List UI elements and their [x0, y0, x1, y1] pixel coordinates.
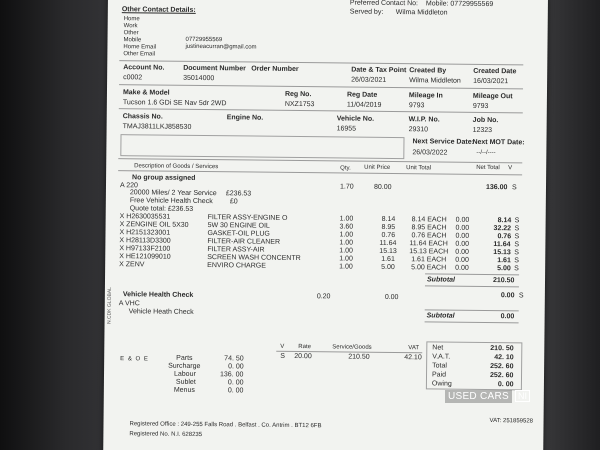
- part-discount: 0.00: [455, 264, 469, 272]
- col-v-header: V: [508, 165, 513, 172]
- part-discount: 0.00: [455, 216, 470, 224]
- part-discount: 0.00: [455, 256, 469, 264]
- contact-label-home-email: Home Email: [123, 44, 157, 51]
- part-desc: 5W 30 ENGINE OIL: [207, 222, 270, 230]
- reg-date-header: Reg Date: [346, 91, 378, 99]
- chassis-no-value: TMAJ3811LKJ858530: [122, 123, 192, 131]
- part-desc: GASKET-OIL PLUG: [207, 230, 270, 238]
- vhc-qty: 0.20: [316, 293, 331, 301]
- subtotal-divider: [425, 321, 519, 323]
- part-qty: 1.00: [339, 215, 354, 223]
- wip-no-value: 29310: [408, 126, 429, 134]
- vat-col-service-goods: Service/Goods: [332, 344, 372, 351]
- group-title: No group assigned: [132, 174, 196, 182]
- totals-label-paid: Paid: [431, 371, 447, 379]
- created-by-header: Created By: [409, 67, 447, 75]
- next-service-label: Next Service Date:: [412, 138, 474, 146]
- part-unit-total: 1.61 EACH: [411, 256, 447, 264]
- col-description-header: Description of Goods / Services: [134, 163, 219, 171]
- document-number-header: Document Number: [183, 64, 246, 73]
- job-no-value: 12323: [472, 126, 493, 135]
- divider: [119, 108, 523, 113]
- totals-label-net: Net: [432, 344, 444, 352]
- summary-label-sublet: Sublet: [175, 378, 196, 386]
- part-desc: ENVIRO CHARGE: [207, 262, 266, 270]
- col-qty-header: Qty.: [340, 165, 351, 172]
- part-discount: 0.00: [455, 248, 469, 256]
- col-net-total-header: Net Total: [476, 164, 500, 172]
- part-net: 15.13: [493, 249, 511, 257]
- vhc-v: S: [518, 292, 524, 300]
- vehicle-no-value: 16955: [336, 125, 357, 133]
- part-net: 0.76: [497, 233, 512, 241]
- chassis-no-header: Chassis No.: [122, 113, 163, 121]
- part-qty: 3.60: [339, 223, 354, 231]
- part-v: S: [514, 225, 520, 233]
- divider: [119, 84, 523, 89]
- mileage-in-header: Mileage In: [408, 92, 443, 100]
- part-v: S: [514, 249, 520, 257]
- summary-value-labour: 136. 00: [219, 371, 244, 379]
- part-price: 0.76: [381, 231, 396, 240]
- part-code: X HE121099010: [119, 253, 171, 261]
- make-model-value: Tucson 1.6 GDi SE Nav 5dr 2WD: [122, 99, 227, 108]
- registered-number: Registered No. N.I. 628235: [129, 431, 203, 439]
- wip-no-header: W.I.P. No.: [408, 116, 440, 124]
- summary-value-parts: 74. 50: [224, 355, 244, 363]
- part-desc: SCREEN WASH CONCENTR: [207, 254, 301, 263]
- part-net: 5.00: [497, 265, 511, 273]
- contact-label-other-email: Other Email: [123, 51, 156, 58]
- notes-box: [120, 134, 404, 159]
- part-discount: 0.00: [455, 224, 470, 232]
- group-net-total: 136.00: [485, 183, 508, 192]
- part-unit-total: 11.64 EACH: [409, 240, 448, 248]
- contact-label-mobile: Mobile: [123, 37, 142, 44]
- vhc-title: Vehicle Health Check: [122, 291, 194, 299]
- vehicle-no-header: Vehicle No.: [336, 115, 375, 123]
- part-desc: FILTER-AIR CLEANER: [207, 238, 281, 246]
- created-by-value: Wilma Middleton: [409, 77, 461, 85]
- group-code: A 220: [119, 182, 138, 190]
- part-qty: 1.00: [339, 247, 353, 255]
- watermark-text: USED CARS: [445, 390, 512, 403]
- part-desc: FILTER ASSY-ENGINE O: [207, 214, 288, 222]
- part-code: X H28113D3300: [119, 237, 171, 245]
- part-code: X H2630035531: [119, 213, 171, 221]
- vhc-subtotal-label: Subtotal: [426, 312, 455, 320]
- eoe-text: E & O E: [120, 356, 149, 363]
- summary-value-menus: 0. 00: [227, 387, 244, 395]
- contact-label-work: Work: [123, 23, 138, 30]
- part-net: 32.22: [493, 225, 512, 233]
- part-unit-total: 8.95 EACH: [411, 224, 447, 232]
- group-line1-price: £236.53: [225, 190, 252, 198]
- totals-value-net: 210. 50: [490, 345, 514, 353]
- next-mot-label: Next MOT Date:: [472, 138, 525, 147]
- totals-label-total: Total: [432, 362, 447, 370]
- service-invoice: [103, 0, 548, 450]
- job-no-header: Job No.: [472, 116, 499, 125]
- part-v: S: [514, 265, 519, 273]
- vat-row-v: S: [280, 352, 285, 360]
- other-contact-heading: Other Contact Details:: [121, 6, 196, 14]
- divider: [119, 60, 523, 65]
- group-line1: 20000 Miles/ 2 Year Service: [129, 189, 217, 198]
- used-cars-watermark: [445, 388, 530, 404]
- part-code: X H97133F2100: [119, 245, 171, 253]
- group-unit-price: 80.00: [373, 183, 392, 191]
- part-net: 8.14: [497, 217, 512, 225]
- part-v: S: [514, 241, 520, 249]
- part-code: X H2151323001: [119, 229, 171, 237]
- part-desc: FILTER ASSY-AIR: [207, 246, 265, 254]
- part-code: X ZENV: [119, 261, 145, 269]
- part-net: 1.61: [497, 257, 511, 265]
- totals-value-vat: 42. 10: [494, 354, 514, 362]
- totals-value-paid: 252. 60: [489, 372, 514, 380]
- contact-label-other: Other: [123, 30, 139, 37]
- registered-office: Registered Office : 249-255 Falls Road . Belfast . Co. Antrim . BT12 6FB: [129, 421, 322, 430]
- vat-col-rate: Rate: [298, 344, 312, 351]
- order-number-header: Order Number: [251, 65, 299, 74]
- group-quote-total: Quote total: £236.53: [129, 205, 194, 213]
- part-unit-total: 0.76 EACH: [411, 232, 447, 240]
- vhc-net-total: 0.00: [500, 292, 515, 300]
- summary-label-surcharge: Surcharge: [168, 362, 201, 370]
- account-no-value: c0002: [123, 74, 143, 82]
- summary-label-menus: Menus: [173, 386, 195, 394]
- vhc-unit-price: 0.00: [384, 293, 399, 302]
- part-price: 8.95: [381, 223, 396, 232]
- served-by-value: Wilma Middleton: [395, 9, 448, 17]
- part-price: 1.61: [381, 255, 395, 264]
- vhc-subtotal-value: 0.00: [500, 313, 515, 321]
- preferred-contact-label: Preferred Contact No:: [349, 0, 419, 8]
- next-mot-value: --/--/----: [476, 149, 496, 157]
- date-tax-point-value: 26/03/2021: [351, 76, 387, 84]
- part-unit-total: 5.00 EACH: [411, 264, 447, 272]
- document-number-value: 35014000: [183, 74, 215, 83]
- account-no-header: Account No.: [123, 64, 165, 72]
- part-price: 11.64: [379, 239, 397, 248]
- group-line2: Free Vehicle Health Check: [129, 197, 213, 206]
- created-date-header: Created Date: [473, 67, 517, 76]
- part-net: 11.64: [493, 241, 511, 249]
- summary-label-parts: Parts: [176, 354, 193, 362]
- part-unit-total: 15.13 EACH: [409, 248, 449, 256]
- totals-label-owing: Owing: [431, 380, 452, 388]
- part-v: S: [514, 233, 520, 241]
- engine-no-header: Engine No.: [226, 114, 264, 122]
- next-service-value: 26/03/2022: [412, 149, 448, 157]
- make-model-header: Make & Model: [122, 89, 170, 97]
- vat-col-v: V: [280, 343, 285, 350]
- vat-col-vat: VAT: [408, 345, 420, 352]
- part-discount: 0.00: [455, 240, 470, 248]
- contact-mobile-value: 07729955569: [185, 36, 223, 44]
- mileage-out-value: 9793: [472, 102, 489, 110]
- part-qty: 1.00: [339, 239, 354, 247]
- part-qty: 1.00: [339, 231, 354, 239]
- part-qty: 1.00: [339, 255, 353, 263]
- date-tax-point-header: Date & Tax Point: [351, 66, 407, 75]
- col-unit-price-header: Unit Price: [364, 164, 391, 171]
- watermark-badge: NI: [515, 390, 530, 402]
- divider: [118, 158, 522, 163]
- subtotal-divider: [425, 285, 519, 287]
- side-print-mark: N.CDK GLOBAL: [106, 287, 113, 325]
- vhc-line: Vehicle Heath Check: [128, 308, 194, 316]
- part-unit-total: 8.14 EACH: [411, 216, 447, 224]
- subtotal-divider: [425, 273, 519, 275]
- mileage-out-header: Mileage Out: [472, 92, 513, 101]
- background-left: [0, 0, 110, 450]
- reg-no-header: Reg No.: [284, 90, 312, 99]
- mileage-in-value: 9793: [408, 102, 425, 110]
- group-qty: 1.70: [339, 183, 354, 191]
- subtotal-divider: [425, 309, 519, 311]
- vat-row-rate: 20.00: [294, 352, 312, 361]
- vhc-code: A VHC: [118, 300, 140, 308]
- part-v: S: [514, 217, 520, 225]
- background-right: [540, 0, 600, 450]
- served-by-label: Served by:: [349, 8, 384, 16]
- col-unit-total-header: Unit Total: [406, 165, 432, 172]
- part-discount: 0.00: [455, 232, 470, 240]
- reg-no-value: NXZ1753: [284, 100, 315, 109]
- preferred-contact-value: Mobile: 07729955569: [425, 0, 494, 9]
- vat-number: VAT: 251859528: [489, 418, 534, 425]
- vat-row-vat: 42.10: [404, 354, 422, 362]
- subtotal-label: Subtotal: [426, 276, 456, 284]
- part-v: S: [514, 257, 519, 265]
- group-v: S: [511, 184, 517, 192]
- summary-value-surcharge: 0. 00: [228, 363, 244, 371]
- subtotal-value: 210.50: [492, 277, 515, 285]
- part-price: 5.00: [381, 263, 395, 272]
- contact-email-value: justineacurran@gmail.com: [185, 43, 257, 51]
- reg-date-value: 11/04/2019: [346, 101, 382, 109]
- contact-label-home: Home: [123, 16, 140, 23]
- totals-value-total: 252. 60: [490, 363, 514, 371]
- part-qty: 1.00: [339, 263, 353, 271]
- part-code: X ZENGINE OIL 5X30: [119, 221, 189, 229]
- totals-value-owing: 0. 00: [497, 381, 514, 389]
- created-date-value: 16/03/2021: [473, 77, 509, 86]
- group-line2-price: £0: [229, 198, 238, 206]
- part-price: 15.13: [379, 247, 397, 256]
- vat-row-service-goods: 210.50: [348, 353, 370, 361]
- summary-label-labour: Labour: [173, 370, 196, 378]
- summary-value-sublet: 0. 00: [227, 379, 244, 387]
- totals-label-vat: V.A.T.: [432, 353, 451, 361]
- part-price: 8.14: [381, 215, 396, 224]
